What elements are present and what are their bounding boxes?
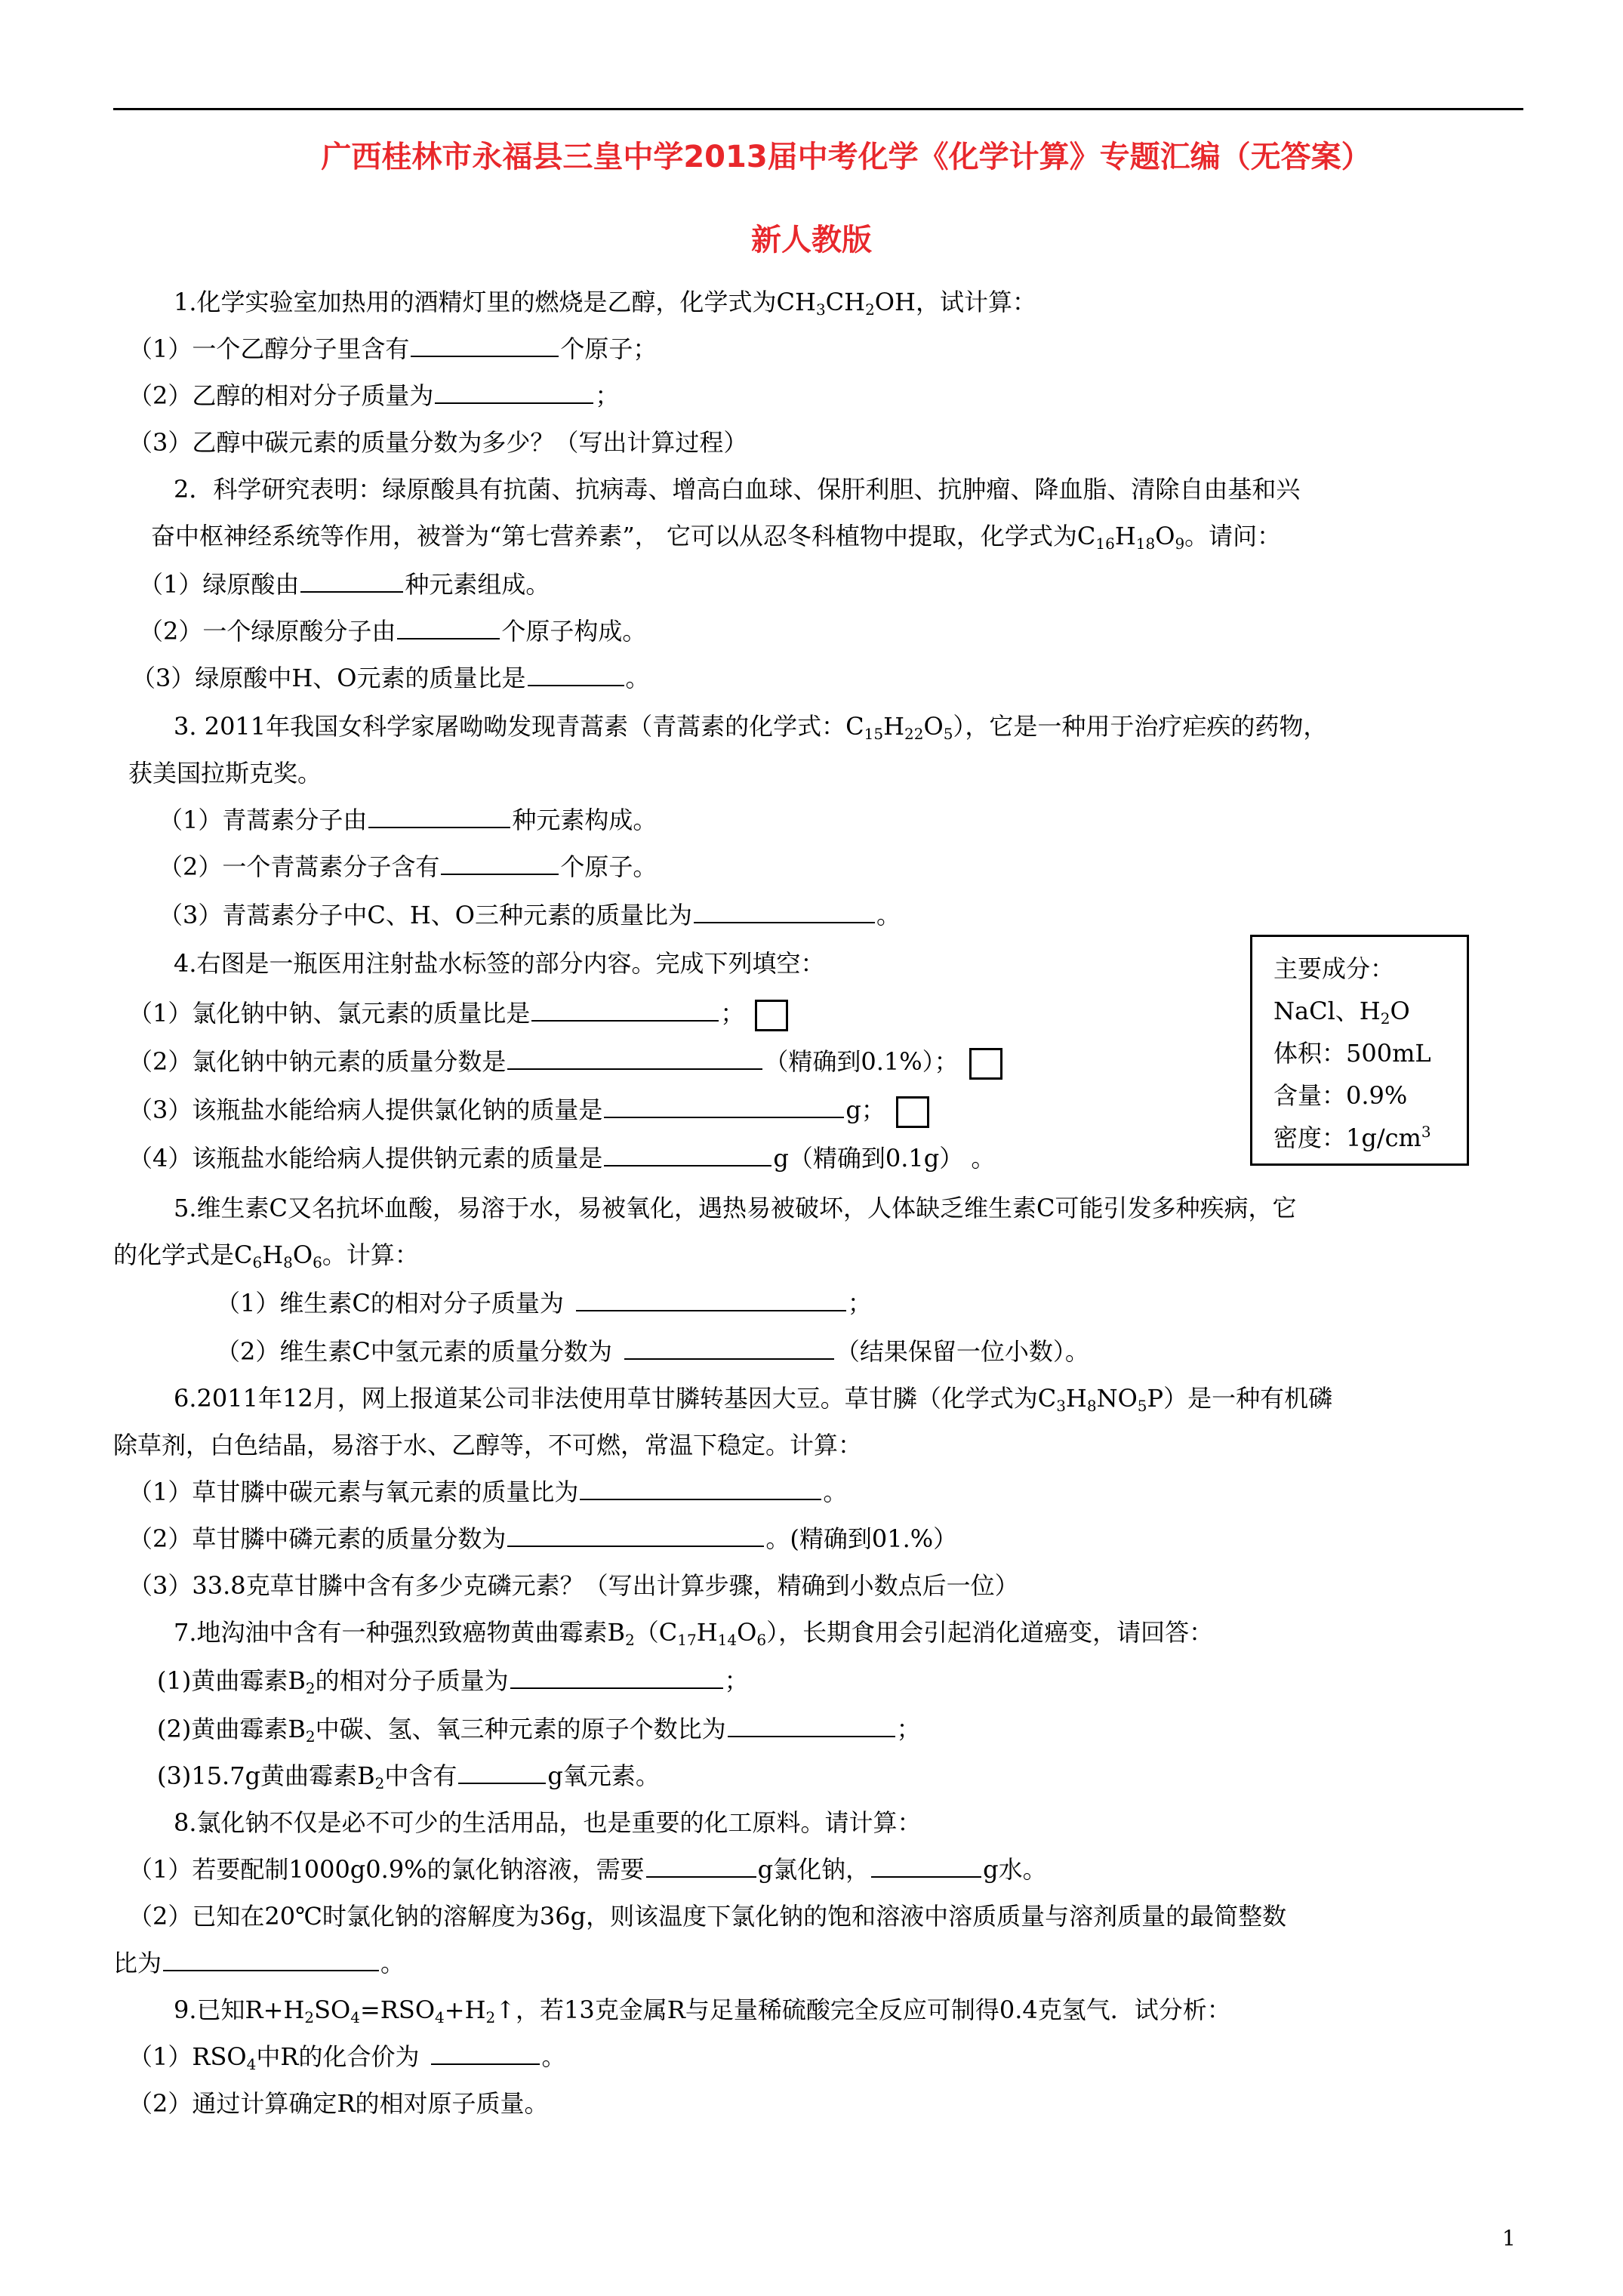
q2-stem-line2: 奋中枢神经系统等作用，被誉为“第七营养素”， 它可以从忍冬科植物中提取，化学式为$C_{16}H_{18}O_9$。请问： [151,522,1282,553]
q5-stem-line2: 的化学式是$C_6H_8O_6$。计算： [113,1240,419,1271]
q4-part3: （3）该瓶盐水能给病人提供氯化钠的质量是 g； [128,1093,929,1128]
answer-blank[interactable] [163,1947,379,1971]
answer-blank[interactable] [431,2041,540,2065]
answer-blank[interactable] [646,1854,756,1878]
checkbox[interactable] [969,1048,1002,1080]
answer-blank[interactable] [435,380,593,404]
q2-stem-line1: 2．科学研究表明：绿原酸具有抗菌、抗病毒、增高白血球、保肝利胆、抗肿瘤、降血脂、清除自由基和兴 [174,475,1301,504]
answer-blank[interactable] [458,1760,546,1784]
q4-part1: （1）氯化钠中钠、氯元素的质量比是 ； [128,997,788,1031]
q6-part1: （1）草甘膦中碳元素与氧元素的质量比为 。 [128,1478,848,1506]
label-volume: 体积：500mL [1273,1039,1431,1068]
answer-blank[interactable] [694,899,875,923]
answer-blank[interactable] [580,1476,821,1500]
answer-blank[interactable] [531,997,719,1022]
q3-stem-line1: 3. 2011年我国女科学家屠呦呦发现青蒿素（青蒿素的化学式：$C_{15}H_{22}O_5$），它是一种用于治疗疟疾的药物， [174,712,1328,743]
answer-blank[interactable] [624,1336,834,1360]
q3-part2: （2）一个青蒿素分子含有 个原子。 [159,852,658,881]
answer-blank[interactable] [576,1287,846,1311]
q3-part3: （3）青蒿素分子中C、H、O三种元素的质量比为 。 [159,901,901,929]
q1-part2: （2）乙醇的相对分子质量为 ； [128,381,620,410]
q8-part1: （1）若要配制1000g0.9%的氯化钠溶液，需要 g氯化钠， g水。 [128,1855,1047,1884]
checkbox[interactable] [896,1096,929,1128]
q1-part1: （1）一个乙醇分子里含有 个原子； [128,334,658,363]
q9-part2: （2）通过计算确定R的相对原子质量。 [128,2089,549,2118]
page-number: 1 [1502,2226,1516,2251]
label-content: 含量：0.9% [1273,1081,1408,1110]
answer-blank[interactable] [507,1046,762,1070]
answer-blank[interactable] [397,615,500,639]
answer-blank[interactable] [728,1713,895,1737]
q8-part2: （2）已知在20℃时氯化钠的溶解度为36g，则该温度下氯化钠的饱和溶液中溶质质量与溶剂质量的最简整数 [128,1902,1287,1931]
page-subtitle: 新人教版 [751,223,872,257]
answer-blank[interactable] [441,851,559,875]
answer-blank[interactable] [510,1665,723,1689]
q9-stem: 9.已知$R+H_2SO_4=RSO_4+H_2↑$，若13克金属R与足量稀硫酸完全反应可制得0.4克氢气．试分析： [174,1996,1231,2026]
q7-part3: (3)15.7g黄曲霉素$B_2$中含有 g氧元素。 [157,1761,660,1792]
q7-stem: 7.地沟油中含有一种强烈致癌物黄曲霉素$B_2(C_{17}H_{14}O_6)$，长期食用会引起消化道癌变，请回答： [174,1618,1214,1649]
q6-stem-line1: 6.2011年12月，网上报道某公司非法使用草甘膦转基因大豆。草甘膦（化学式为$C_3H_8NO_5P$）是一种有机磷 [174,1384,1333,1415]
q1-stem: 1.化学实验室加热用的酒精灯里的燃烧是乙醇，化学式为$CH_3CH_2OH$，试计算： [174,288,1036,319]
q4-stem: 4.右图是一瓶医用注射盐水标签的部分内容。完成下列填空： [174,949,825,978]
q9-part1: $(1)RSO_4$中R的化合价为 。 [128,2042,566,2073]
page-title: 广西桂林市永福县三皇中学2013届中考化学《化学计算》专题汇编（无答案） [321,140,1372,174]
q6-stem-line2: 除草剂，白色结晶，易溶于水、乙醇等，不可燃，常温下稳定。计算： [113,1431,863,1459]
q3-stem-line2: 获美国拉斯克奖。 [128,759,322,787]
answer-blank[interactable] [507,1523,764,1547]
q5-part2: （2）维生素C中氢元素的质量分数为 （结果保留一位小数）。 [216,1337,1089,1366]
header-rule [113,108,1523,110]
q8-stem: 8.氯化钠不仅是必不可少的生活用品，也是重要的化工原料。请计算： [174,1808,922,1837]
q3-part1: （1）青蒿素分子由 种元素构成。 [159,806,658,834]
answer-blank[interactable] [528,662,624,686]
q7-part1: (1)黄曲霉素$B_2$的相对分子质量为 ； [157,1666,749,1697]
label-main-ingredients: 主要成分： [1273,954,1395,983]
q4-part4: （4）该瓶盐水能给病人提供钠元素的质量是 g（精确到0.1g） 。 [128,1144,996,1173]
q5-part1: （1）维生素C的相对分子质量为 ； [216,1289,872,1318]
answer-blank[interactable] [411,333,559,357]
answer-blank[interactable] [871,1854,981,1878]
q6-part2: （2）草甘膦中磷元素的质量分数为 。(精确到01.%） [128,1524,958,1553]
answer-blank[interactable] [368,804,510,828]
checkbox[interactable] [755,1000,788,1031]
q6-part3: （3）33.8克草甘膦中含有多少克磷元素？（写出计算步骤，精确到小数点后一位） [128,1571,1019,1600]
label-density: 密度：$1g/cm^3$ [1273,1123,1431,1152]
saline-label-box [1250,935,1469,1166]
label-formula: NaCl、$H_2O$ [1273,997,1410,1028]
q4-part2: （2）氯化钠中钠元素的质量分数是 （精确到0.1%）； [128,1045,1002,1080]
q7-part2: (2)黄曲霉素$B_2$中碳、氢、氧三种元素的原子个数比为 ； [157,1715,921,1746]
q1-part3: （3）乙醇中碳元素的质量分数为多少？（写出计算过程） [128,428,748,457]
q2-part2: （2）一个绿原酸分子由 个原子构成。 [139,617,647,646]
q2-part1: （1）绿原酸由 种元素组成。 [139,570,550,599]
q2-part3: （3）绿原酸中H、O元素的质量比是 。 [131,664,650,692]
q8-part2-cont: 比为 。 [113,1949,405,1977]
answer-blank[interactable] [604,1094,844,1118]
answer-blank[interactable] [300,569,403,593]
answer-blank[interactable] [604,1142,771,1166]
q5-stem-line1: 5.维生素C又名抗坏血酸，易溶于水，易被氧化，遇热易被破坏，人体缺乏维生素C可能引发多种疾病，它 [174,1194,1297,1222]
